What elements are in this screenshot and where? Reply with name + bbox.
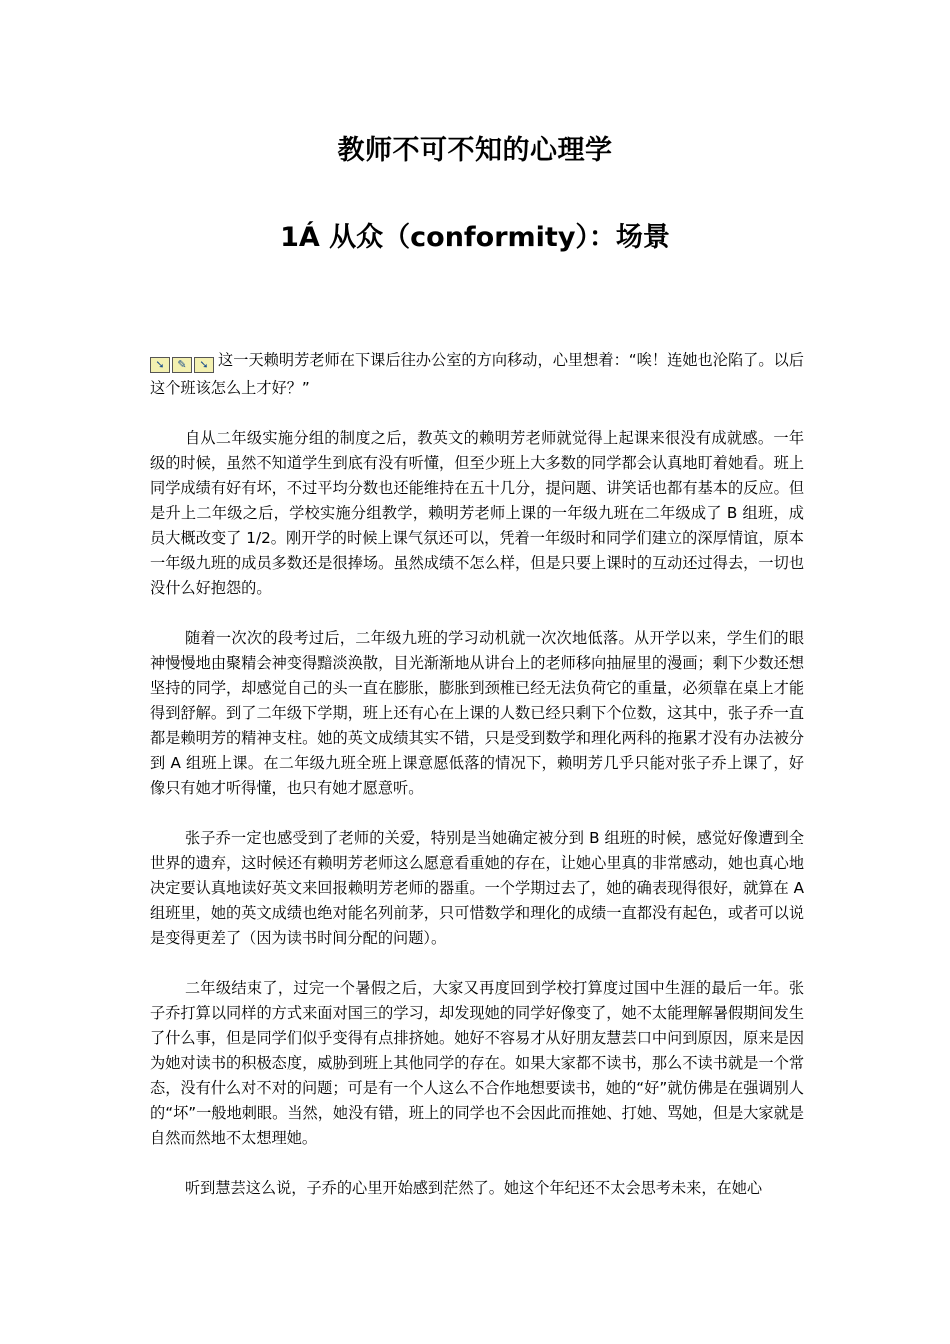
section-heading: 1Á 从众（conformity）：场景 (280, 222, 670, 253)
body-text (150, 348, 804, 1226)
document-title: 教师不可不知的心理学 (337, 135, 613, 166)
arrow-icon: ➘ (194, 357, 214, 373)
pencil-icon: ✎ (172, 357, 192, 373)
paragraph-1 (150, 348, 804, 401)
arrow-icon: ➘ (150, 357, 170, 373)
paragraph-text: 这一天赖明芳老师在下课后往办公室的方向移动，心里想着：“唉！连她也沦陷了。以后这个班该怎么上才好？” (150, 351, 804, 397)
paragraph-4: 张子乔一定也感受到了老师的关爱，特别是当她确定被分到 B 组班的时候，感觉好像遭到全世界的遗弃，这时候还有赖明芳老师这么愿意看重她的存在，让她心里真的非常感动，她也真心地决定要认真地读好英文来回报赖明芳老师的器重。一个学期过去了，她的确表现得很好，就算在 A 组班里，她的英文成绩也绝对能名列前茅，只可惜数学和理化的成绩一直都没有起色，或者可以说是变得更差了（因为读书时间分配的问题）。 (150, 829, 804, 947)
paragraph-5: 二年级结束了，过完一个暑假之后，大家又再度回到学校打算度过国中生涯的最后一年。张子乔打算以同样的方式来面对国三的学习，却发现她的同学好像变了，她不太能理解暑假期间发生了什么事，但是同学们似乎变得有点排挤她。她好不容易才从好朋友慧芸口中问到原因，原来是因为她对读书的积极态度，威胁到班上其他同学的存在。如果大家都不读书，那么不读书就是一个常态，没有什么对不对的问题；可是有一个人这么不合作地想要读书，她的“好”就仿佛是在强调别人的“坏”一般地刺眼。当然，她没有错，班上的同学也不会因此而推她、打她、骂她，但是大家就是自然而然地不太想理她。 (150, 979, 804, 1147)
inline-icons (150, 351, 216, 376)
paragraph-6: 听到慧芸这么说，子乔的心里开始感到茫然了。她这个年纪还不太会思考未来，在她心 (184, 1179, 763, 1197)
paragraph-2: 自从二年级实施分组的制度之后，教英文的赖明芳老师就觉得上起课来很没有成就感。一年级的时候，虽然不知道学生到底有没有听懂，但至少班上大多数的同学都会认真地盯着她看。班上同学成绩有好有坏，不过平均分数也还能维持在五十几分，提问题、讲笑话也都有基本的反应。但是升上二年级之后，学校实施分组教学，赖明芳老师上课的一年级九班在二年级成了 B 组班，成员大概改变了 1/2。刚开学的时候上课气氛还可以，凭着一年级时和同学们建立的深厚情谊，原本一年级九班的成员多数还是很捧场。虽然成绩不怎么样，但是只要上课时的互动还过得去，一切也没什么好抱怨的。 (150, 429, 804, 597)
paragraph-3: 随着一次次的段考过后，二年级九班的学习动机就一次次地低落。从开学以来，学生们的眼神慢慢地由聚精会神变得黯淡涣散，目光渐渐地从讲台上的老师移向抽屉里的漫画；剩下少数还想坚持的同学，却感觉自己的头一直在膨胀，膨胀到颈椎已经无法负荷它的重量，必须靠在桌上才能得到舒解。到了二年级下学期，班上还有心在上课的人数已经只剩下个位数，这其中，张子乔一直都是赖明芳的精神支柱。她的英文成绩其实不错，只是受到数学和理化两科的拖累才没有办法被分到 A 组班上课。在二年级九班全班上课意愿低落的情况下，赖明芳几乎只能对张子乔上课了，好像只有她才听得懂，也只有她才愿意听。 (150, 629, 804, 797)
